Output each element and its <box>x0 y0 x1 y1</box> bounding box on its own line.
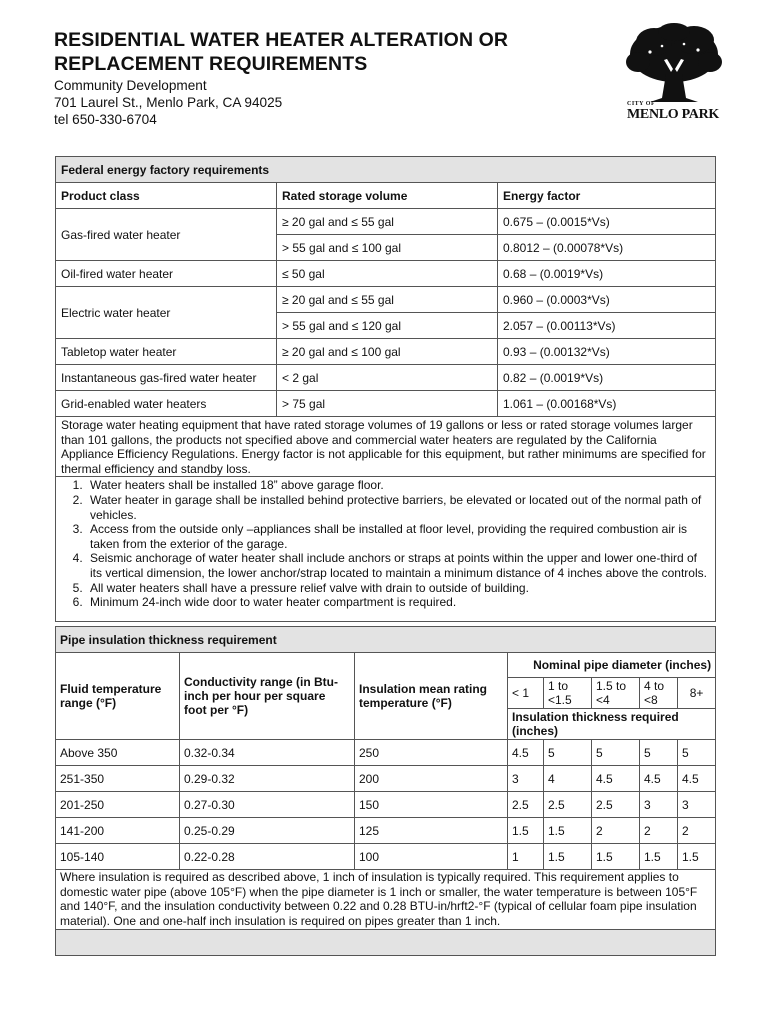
diameter-header: 4 to <8 <box>640 678 678 709</box>
col-nominal-diameter: Nominal pipe diameter (inches) <box>508 653 716 678</box>
requirement-item: 2. Water heater in garage shall be installed behind protective barriers, be elevated or located out of the normal path of vehicles. <box>86 493 710 522</box>
col-insulation-thickness: Insulation thickness required (inches) <box>508 709 716 740</box>
federal-note: Storage water heating equipment that have rated storage volumes of 19 gallons or less or rated storage volumes larger than 101 gallons, the products not specified above and commercial water heaters are regulated by the California Appliance Efficiency Regulations. Energy factor is not applicable for this equipment, but rather minimums are specified for thermal efficiency and standby loss. <box>56 417 716 477</box>
table-cell-volume: > 55 gal and ≤ 120 gal <box>277 313 498 339</box>
table-cell-thickness: 2 <box>592 818 640 844</box>
table-cell-thickness: 4 <box>544 766 592 792</box>
table-cell-thickness: 1 <box>508 844 544 870</box>
table-cell-volume: < 2 gal <box>277 365 498 391</box>
table-cell-mean: 100 <box>355 844 508 870</box>
col-conductivity: Conductivity range (in Btu-inch per hour per square foot per °F) <box>180 653 355 740</box>
table-cell-thickness: 1.5 <box>640 844 678 870</box>
table-cell-factor: 0.93 – (0.00132*Vs) <box>498 339 716 365</box>
table-cell-fluid: 251-350 <box>56 766 180 792</box>
table-cell-volume: ≥ 20 gal and ≤ 55 gal <box>277 287 498 313</box>
table-cell-fluid: 141-200 <box>56 818 180 844</box>
table-cell-thickness: 4.5 <box>678 766 716 792</box>
col-storage-volume: Rated storage volume <box>277 183 498 209</box>
col-energy-factor: Energy factor <box>498 183 716 209</box>
requirement-item: 1. Water heaters shall be installed 18” above garage floor. <box>86 478 710 493</box>
col-fluid-temperature: Fluid temperature range (°F) <box>56 653 180 740</box>
table-cell-thickness: 2.5 <box>544 792 592 818</box>
table-cell-thickness: 5 <box>544 740 592 766</box>
table-cell-volume: ≥ 20 gal and ≤ 55 gal <box>277 209 498 235</box>
table-footer-band <box>56 930 716 956</box>
pipe-heading: Pipe insulation thickness requirement <box>56 627 716 653</box>
table-cell-fluid: Above 350 <box>56 740 180 766</box>
federal-energy-table <box>55 156 716 622</box>
table-cell-volume: > 55 gal and ≤ 100 gal <box>277 235 498 261</box>
logo-menlo-park: MENLO PARK <box>627 107 720 122</box>
table-cell-product: Gas-fired water heater <box>56 209 277 261</box>
table-cell-thickness: 5 <box>640 740 678 766</box>
pipe-note: Where insulation is required as described above, 1 inch of insulation is typically required. This requirement applies to domestic water pipe (above 105°F) when the pipe diameter is 1 inch or smaller, the water temperature is between 105°F and 140°F, and the insulation conductivity between 0.22 and 0.28 BTU-in/hrft2-°F (typical of cellular foam pipe insulation material). One and one-half inch insulation is required on pipes greater than 1 inch. <box>56 870 716 930</box>
table-cell-product: Tabletop water heater <box>56 339 277 365</box>
table-cell-thickness: 1.5 <box>592 844 640 870</box>
table-cell-thickness: 1.5 <box>678 844 716 870</box>
phone-number: tel 650-330-6704 <box>54 112 157 127</box>
table-cell-volume: ≤ 50 gal <box>277 261 498 287</box>
table-cell-product: Instantaneous gas-fired water heater <box>56 365 277 391</box>
table-cell-factor: 0.82 – (0.0019*Vs) <box>498 365 716 391</box>
table-cell-volume: > 75 gal <box>277 391 498 417</box>
table-cell-mean: 150 <box>355 792 508 818</box>
table-cell-volume: ≥ 20 gal and ≤ 100 gal <box>277 339 498 365</box>
table-cell-conductivity: 0.32-0.34 <box>180 740 355 766</box>
table-cell-thickness: 4.5 <box>508 740 544 766</box>
table-cell-thickness: 2 <box>640 818 678 844</box>
table-cell-factor: 0.8012 – (0.00078*Vs) <box>498 235 716 261</box>
federal-heading: Federal energy factory requirements <box>56 157 716 183</box>
page-title: RESIDENTIAL WATER HEATER ALTERATION OR REPLACEMENT REQUIREMENTS <box>54 29 509 75</box>
table-cell-thickness: 4.5 <box>640 766 678 792</box>
requirement-item: 5. All water heaters shall have a pressure relief valve with drain to outside of building. <box>86 581 710 596</box>
diameter-header: 1 to <1.5 <box>544 678 592 709</box>
table-cell-mean: 200 <box>355 766 508 792</box>
col-mean-rating: Insulation mean rating temperature (°F) <box>355 653 508 740</box>
table-cell-factor: 0.68 – (0.0019*Vs) <box>498 261 716 287</box>
table-cell-thickness: 2 <box>678 818 716 844</box>
table-cell-factor: 0.675 – (0.0015*Vs) <box>498 209 716 235</box>
street-address: 701 Laurel St., Menlo Park, CA 94025 <box>54 95 283 110</box>
diameter-header: 8+ <box>678 678 716 709</box>
table-cell-thickness: 3 <box>508 766 544 792</box>
table-cell-thickness: 1.5 <box>544 818 592 844</box>
table-cell-thickness: 3 <box>678 792 716 818</box>
table-cell-fluid: 201-250 <box>56 792 180 818</box>
table-cell-thickness: 3 <box>640 792 678 818</box>
requirement-item: 3. Access from the outside only –appliances shall be installed at floor level, providing the required combustion air is taken from the exterior of the garage. <box>86 522 710 551</box>
table-cell-product: Oil-fired water heater <box>56 261 277 287</box>
table-cell-fluid: 105-140 <box>56 844 180 870</box>
table-cell-thickness: 4.5 <box>592 766 640 792</box>
table-cell-factor: 1.061 – (0.00168*Vs) <box>498 391 716 417</box>
logo-city-of: CITY OF <box>627 101 656 107</box>
table-cell-conductivity: 0.25-0.29 <box>180 818 355 844</box>
table-cell-product: Electric water heater <box>56 287 277 339</box>
department-name: Community Development <box>54 78 207 93</box>
requirement-item: 6. Minimum 24-inch wide door to water heater compartment is required. <box>86 595 710 610</box>
diameter-header: 1.5 to <4 <box>592 678 640 709</box>
department-address <box>54 77 282 128</box>
table-cell-product: Grid-enabled water heaters <box>56 391 277 417</box>
table-cell-factor: 2.057 – (0.00113*Vs) <box>498 313 716 339</box>
requirements-list <box>56 477 716 622</box>
table-cell-factor: 0.960 – (0.0003*Vs) <box>498 287 716 313</box>
table-cell-thickness: 1.5 <box>508 818 544 844</box>
table-cell-mean: 250 <box>355 740 508 766</box>
requirement-item: 4. Seismic anchorage of water heater shall include anchors or straps at points within the upper and lower one-third of its vertical dimension, the lower anchor/strap located to maintain a minimum distance of 4 inches above the controls. <box>86 551 710 580</box>
diameter-header: < 1 <box>508 678 544 709</box>
pipe-insulation-table <box>55 626 716 956</box>
table-cell-thickness: 2.5 <box>508 792 544 818</box>
table-cell-conductivity: 0.27-0.30 <box>180 792 355 818</box>
table-cell-conductivity: 0.22-0.28 <box>180 844 355 870</box>
table-cell-conductivity: 0.29-0.32 <box>180 766 355 792</box>
table-cell-mean: 125 <box>355 818 508 844</box>
table-cell-thickness: 2.5 <box>592 792 640 818</box>
table-cell-thickness: 5 <box>592 740 640 766</box>
table-cell-thickness: 1.5 <box>544 844 592 870</box>
table-cell-thickness: 5 <box>678 740 716 766</box>
col-product-class: Product class <box>56 183 277 209</box>
